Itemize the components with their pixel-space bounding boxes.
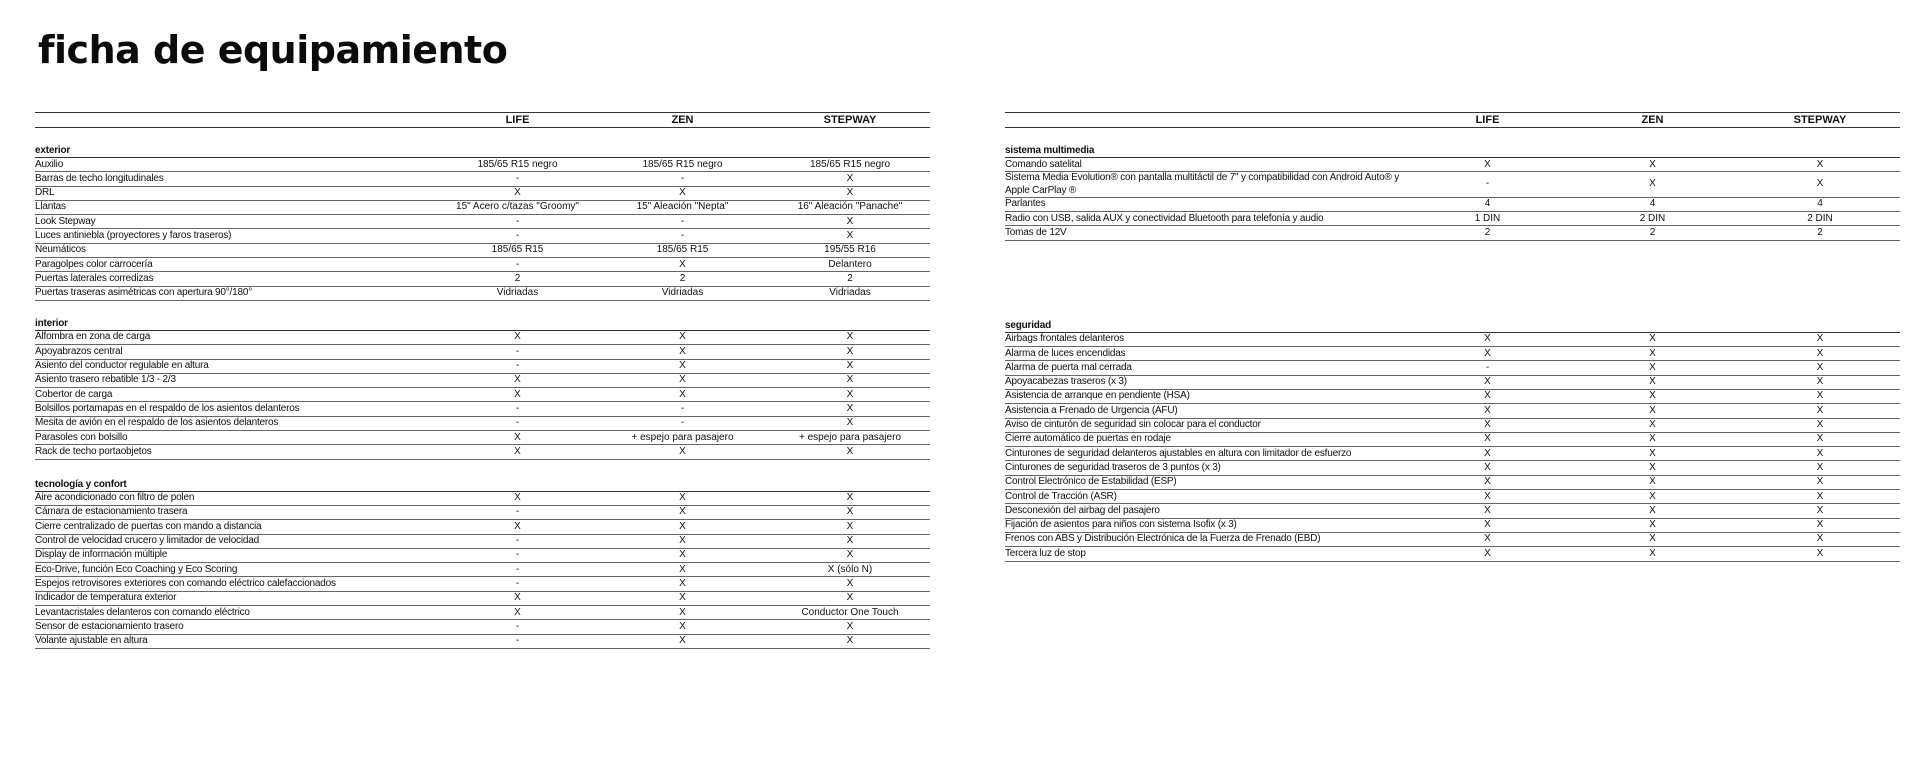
row-label: Llantas bbox=[35, 201, 66, 213]
cell-zen: X bbox=[679, 492, 686, 504]
cell-stepway: 16" Aleación "Panache" bbox=[797, 201, 903, 213]
cell-life: 4 bbox=[1484, 198, 1491, 210]
cell-stepway: X bbox=[1816, 547, 1824, 559]
row-label: DRL bbox=[35, 187, 55, 199]
cell-stepway: X bbox=[846, 635, 854, 647]
section-title: tecnología y confort bbox=[35, 478, 930, 492]
table-row bbox=[1005, 547, 1900, 561]
row-label: Control de Tracción (ASR) bbox=[1005, 490, 1117, 502]
cell-life: X bbox=[1484, 447, 1491, 459]
table-row bbox=[35, 374, 930, 388]
cell-stepway: X bbox=[1816, 490, 1824, 502]
cell-life: - bbox=[515, 402, 520, 414]
cell-life: X bbox=[1484, 533, 1491, 545]
cell-life: X bbox=[514, 592, 521, 604]
table-row bbox=[35, 244, 930, 258]
table-row bbox=[35, 229, 930, 243]
row-label: Frenos con ABS y Distribución Electrónica de la Fuerza de Frenado (EBD) bbox=[1005, 533, 1321, 545]
row-label: Volante ajustable en altura bbox=[35, 635, 148, 647]
table-row bbox=[35, 506, 930, 520]
cell-zen: X bbox=[1649, 461, 1656, 473]
row-label: Apoyacabezas traseros (x 3) bbox=[1005, 376, 1127, 388]
cell-life: - bbox=[515, 360, 520, 372]
cell-life: X bbox=[514, 187, 521, 199]
table-row bbox=[1005, 172, 1900, 198]
cell-zen: - bbox=[680, 215, 685, 227]
table-row bbox=[1005, 476, 1900, 490]
cell-stepway: X bbox=[846, 506, 854, 518]
section bbox=[1005, 144, 1900, 241]
table-row bbox=[1005, 447, 1900, 461]
cell-zen: X bbox=[679, 345, 686, 357]
row-label: Sensor de estacionamiento trasero bbox=[35, 620, 184, 632]
cell-life: X bbox=[1484, 419, 1491, 431]
cell-life: X bbox=[1484, 158, 1491, 170]
table-row bbox=[35, 388, 930, 402]
section bbox=[1005, 319, 1900, 562]
cell-zen: X bbox=[1649, 433, 1656, 445]
row-label: Control Electrónico de Estabilidad (ESP) bbox=[1005, 476, 1177, 488]
cell-zen: X bbox=[1649, 376, 1656, 388]
cell-stepway: X bbox=[846, 172, 854, 184]
table-row bbox=[1005, 347, 1900, 361]
row-label: Radio con USB, salida AUX y conectividad Bluetooth para telefonía y audio bbox=[1005, 212, 1324, 224]
cell-stepway: X bbox=[1816, 376, 1824, 388]
cell-life: X bbox=[1484, 547, 1491, 559]
cell-stepway: X bbox=[846, 445, 854, 457]
row-label: Parasoles con bolsillo bbox=[35, 431, 128, 443]
row-label: Alfombra en zona de carga bbox=[35, 331, 151, 343]
table-row bbox=[1005, 433, 1900, 447]
table-row bbox=[35, 520, 930, 534]
row-label: Cinturones de seguridad delanteros ajustables en altura con limitador de esfuerzo bbox=[1005, 447, 1352, 459]
table-row bbox=[35, 535, 930, 549]
table-row bbox=[1005, 419, 1900, 433]
cell-stepway: X bbox=[846, 215, 854, 227]
table-row bbox=[35, 563, 930, 577]
cell-zen: X bbox=[1649, 361, 1656, 373]
cell-life: 185/65 R15 bbox=[491, 244, 544, 256]
cell-life: X bbox=[1484, 390, 1491, 402]
cell-life: X bbox=[1484, 433, 1491, 445]
cell-stepway: X bbox=[1816, 158, 1824, 170]
row-label: Display de información múltiple bbox=[35, 549, 168, 561]
cell-zen: + espejo para pasajero bbox=[631, 431, 734, 443]
table-row bbox=[1005, 361, 1900, 375]
cell-zen: X bbox=[1649, 178, 1656, 190]
table-row bbox=[35, 360, 930, 374]
cell-life: X bbox=[1484, 404, 1491, 416]
equipment-table-right bbox=[1005, 112, 1900, 562]
cell-stepway: X bbox=[846, 520, 854, 532]
table-row bbox=[1005, 226, 1900, 240]
cell-stepway: X bbox=[846, 388, 854, 400]
cell-zen: X bbox=[1649, 476, 1656, 488]
cell-life: X bbox=[514, 606, 521, 618]
cell-zen: - bbox=[680, 229, 685, 241]
cell-life: - bbox=[515, 620, 520, 632]
cell-stepway: X bbox=[846, 492, 854, 504]
cell-zen: X bbox=[679, 506, 686, 518]
table-row bbox=[35, 492, 930, 506]
table-row bbox=[35, 201, 930, 215]
cell-zen: 2 DIN bbox=[1639, 212, 1666, 224]
cell-zen: 185/65 R15 bbox=[656, 244, 709, 256]
table-row bbox=[35, 158, 930, 172]
cell-life: X bbox=[1484, 347, 1491, 359]
section bbox=[35, 317, 930, 460]
column-zen: ZEN bbox=[671, 114, 694, 126]
table-row bbox=[35, 431, 930, 445]
cell-zen: 185/65 R15 negro bbox=[642, 158, 723, 170]
table-row bbox=[35, 287, 930, 301]
section bbox=[35, 144, 930, 301]
cell-stepway: X bbox=[846, 374, 854, 386]
cell-zen: X bbox=[1649, 333, 1656, 345]
cell-life: 185/65 R15 negro bbox=[477, 158, 558, 170]
cell-stepway: + espejo para pasajero bbox=[798, 431, 902, 443]
row-label: Alarma de puerta mal cerrada bbox=[1005, 361, 1132, 373]
table-row bbox=[35, 215, 930, 229]
table-row bbox=[35, 417, 930, 431]
row-label: Cierre centralizado de puertas con mando a distancia bbox=[35, 520, 262, 532]
row-label: Cinturones de seguridad traseros de 3 puntos (x 3) bbox=[1005, 461, 1221, 473]
table-row bbox=[35, 549, 930, 563]
row-label: Paragolpes color carrocería bbox=[35, 258, 153, 270]
table-row bbox=[1005, 490, 1900, 504]
row-label: Luces antiniebla (proyectores y faros traseros) bbox=[35, 229, 232, 241]
row-label: Airbags frontales delanteros bbox=[1005, 333, 1124, 345]
cell-zen: X bbox=[679, 606, 686, 618]
cell-life: X bbox=[514, 492, 521, 504]
column-stepway: STEPWAY bbox=[1793, 114, 1847, 126]
cell-life: - bbox=[515, 506, 520, 518]
table-row bbox=[35, 445, 930, 459]
cell-life: - bbox=[515, 549, 520, 561]
row-label: Control de velocidad crucero y limitador de velocidad bbox=[35, 535, 259, 547]
row-label: Alarma de luces encendidas bbox=[1005, 347, 1126, 359]
cell-life: 15" Acero c/tazas "Groomy" bbox=[456, 201, 579, 213]
cell-zen: X bbox=[679, 258, 686, 270]
cell-stepway: X bbox=[846, 549, 854, 561]
row-label: Tomas de 12V bbox=[1005, 226, 1067, 238]
cell-stepway: X bbox=[846, 577, 854, 589]
cell-stepway: X bbox=[846, 187, 854, 199]
cell-life: - bbox=[1485, 361, 1490, 373]
cell-life: X bbox=[1484, 333, 1491, 345]
table-row bbox=[1005, 461, 1900, 475]
cell-stepway: X bbox=[1816, 533, 1824, 545]
row-label: Asistencia de arranque en pendiente (HSA) bbox=[1005, 390, 1190, 402]
cell-zen: X bbox=[1649, 533, 1656, 545]
table-row bbox=[35, 635, 930, 649]
table-row bbox=[1005, 533, 1900, 547]
cell-stepway: X bbox=[1816, 419, 1824, 431]
cell-zen: Vidriadas bbox=[661, 287, 704, 299]
cell-zen: X bbox=[679, 563, 686, 575]
row-label: Asiento del conductor regulable en altura bbox=[35, 360, 209, 372]
cell-stepway: 2 bbox=[1817, 226, 1823, 238]
table-row bbox=[35, 402, 930, 416]
cell-zen: - bbox=[680, 402, 685, 414]
table-row bbox=[1005, 376, 1900, 390]
row-label: Espejos retrovisores exteriores con comando eléctrico calefaccionados bbox=[35, 577, 336, 589]
cell-zen: X bbox=[1649, 404, 1656, 416]
cell-stepway: Conductor One Touch bbox=[801, 606, 899, 618]
cell-life: X bbox=[514, 445, 521, 457]
cell-zen: X bbox=[1649, 504, 1656, 516]
row-label: Bolsillos portamapas en el respaldo de los asientos delanteros bbox=[35, 402, 300, 414]
cell-stepway: 185/65 R15 negro bbox=[809, 158, 891, 170]
row-label: Auxilio bbox=[35, 158, 64, 170]
cell-stepway: X bbox=[1816, 447, 1824, 459]
cell-zen: - bbox=[680, 172, 685, 184]
row-label: Puertas laterales corredizas bbox=[35, 272, 154, 284]
cell-life: X bbox=[514, 388, 521, 400]
cell-zen: X bbox=[679, 620, 686, 632]
cell-stepway: X bbox=[846, 345, 854, 357]
cell-stepway: X bbox=[846, 360, 854, 372]
cell-zen: X bbox=[1649, 490, 1656, 502]
table-row bbox=[35, 620, 930, 634]
cell-stepway: X bbox=[846, 229, 854, 241]
cell-life: - bbox=[1485, 178, 1490, 190]
table-row bbox=[1005, 158, 1900, 172]
row-label: Look Stepway bbox=[35, 215, 96, 227]
row-label: Tercera luz de stop bbox=[1005, 547, 1086, 559]
table-row bbox=[35, 172, 930, 186]
cell-stepway: X bbox=[1816, 361, 1824, 373]
cell-stepway: 2 DIN bbox=[1807, 212, 1833, 224]
cell-life: - bbox=[515, 229, 520, 241]
row-label: Apoyabrazos central bbox=[35, 345, 123, 357]
cell-life: - bbox=[515, 215, 520, 227]
cell-stepway: X bbox=[846, 402, 854, 414]
cell-zen: X bbox=[1649, 547, 1656, 559]
cell-life: X bbox=[1484, 519, 1491, 531]
page-title: ficha de equipamiento bbox=[38, 28, 508, 72]
table-row bbox=[35, 272, 930, 286]
cell-zen: 4 bbox=[1649, 198, 1656, 210]
cell-stepway: X bbox=[1816, 461, 1824, 473]
cell-life: X bbox=[1484, 461, 1491, 473]
column-header bbox=[35, 112, 930, 128]
column-header bbox=[1005, 112, 1900, 128]
cell-life: X bbox=[514, 331, 521, 343]
table-row bbox=[35, 606, 930, 620]
row-label: Barras de techo longitudinales bbox=[35, 172, 164, 184]
cell-zen: X bbox=[1649, 419, 1656, 431]
cell-life: - bbox=[515, 635, 520, 647]
table-row bbox=[35, 331, 930, 345]
cell-zen: - bbox=[680, 417, 685, 429]
table-row bbox=[1005, 404, 1900, 418]
cell-zen: X bbox=[1649, 390, 1656, 402]
cell-life: 2 bbox=[514, 272, 521, 284]
cell-zen: X bbox=[1649, 519, 1656, 531]
cell-stepway: X bbox=[846, 417, 854, 429]
section-title: seguridad bbox=[1005, 319, 1900, 333]
cell-stepway: X bbox=[846, 331, 854, 343]
cell-zen: 2 bbox=[679, 272, 686, 284]
row-label: Cierre automático de puertas en rodaje bbox=[1005, 433, 1171, 445]
cell-zen: X bbox=[1649, 447, 1656, 459]
cell-stepway: X bbox=[1816, 347, 1824, 359]
cell-life: - bbox=[515, 258, 520, 270]
table-row bbox=[1005, 212, 1900, 226]
table-row bbox=[1005, 333, 1900, 347]
row-label: Aire acondicionado con filtro de polen bbox=[35, 492, 195, 504]
cell-life: - bbox=[515, 172, 520, 184]
cell-life: X bbox=[514, 431, 521, 443]
row-label: Desconexión del airbag del pasajero bbox=[1005, 504, 1160, 516]
row-label: Aviso de cinturón de seguridad sin colocar para el conductor bbox=[1005, 419, 1261, 431]
table-row bbox=[1005, 198, 1900, 212]
cell-zen: X bbox=[679, 374, 686, 386]
cell-stepway: 195/55 R16 bbox=[824, 244, 876, 256]
row-label: Rack de techo portaobjetos bbox=[35, 445, 152, 457]
row-label: Mesita de avión en el respaldo de los asientos delanteros bbox=[35, 417, 279, 429]
row-label: Fijación de asientos para niños con sistema Isofix (x 3) bbox=[1005, 519, 1237, 531]
column-stepway: STEPWAY bbox=[823, 114, 877, 126]
cell-zen: X bbox=[679, 360, 686, 372]
cell-stepway: X bbox=[1816, 519, 1824, 531]
cell-stepway: 2 bbox=[847, 272, 853, 284]
cell-zen: 2 bbox=[1649, 226, 1656, 238]
cell-life: X bbox=[514, 374, 521, 386]
cell-life: X bbox=[514, 520, 521, 532]
cell-stepway: Delantero bbox=[828, 258, 872, 270]
cell-zen: X bbox=[679, 187, 686, 199]
cell-life: X bbox=[1484, 376, 1491, 388]
cell-zen: X bbox=[679, 535, 686, 547]
cell-stepway: X bbox=[846, 592, 854, 604]
table-row bbox=[35, 577, 930, 591]
table-row bbox=[35, 345, 930, 359]
cell-zen: X bbox=[679, 445, 686, 457]
section-title: interior bbox=[35, 317, 930, 331]
table-row bbox=[1005, 519, 1900, 533]
section bbox=[35, 478, 930, 649]
column-life: LIFE bbox=[505, 114, 530, 126]
row-label: Sistema Media Evolution® con pantalla multitáctil de 7" y compatibilidad con Android Auto® y Apple CarPlay ® bbox=[1005, 172, 1399, 196]
cell-stepway: 4 bbox=[1817, 198, 1823, 210]
equipment-table-left bbox=[35, 112, 930, 649]
cell-zen: X bbox=[1649, 158, 1656, 170]
cell-stepway: X bbox=[1816, 504, 1824, 516]
cell-life: - bbox=[515, 535, 520, 547]
cell-stepway: X bbox=[1816, 333, 1824, 345]
row-label: Puertas traseras asimétricas con apertura 90°/180° bbox=[35, 287, 252, 299]
cell-zen: X bbox=[679, 331, 686, 343]
cell-stepway: X (sólo N) bbox=[827, 563, 873, 575]
cell-zen: X bbox=[679, 520, 686, 532]
cell-zen: X bbox=[679, 635, 686, 647]
cell-stepway: X bbox=[1816, 404, 1824, 416]
section-title: exterior bbox=[35, 144, 930, 158]
cell-zen: X bbox=[679, 592, 686, 604]
cell-zen: X bbox=[679, 388, 686, 400]
cell-life: 2 bbox=[1484, 226, 1491, 238]
section-title: sistema multimedia bbox=[1005, 144, 1900, 158]
cell-life: X bbox=[1484, 476, 1491, 488]
cell-stepway: X bbox=[1816, 178, 1824, 190]
cell-stepway: X bbox=[1816, 433, 1824, 445]
row-label: Neumáticos bbox=[35, 244, 86, 256]
cell-stepway: X bbox=[846, 535, 854, 547]
table-row bbox=[35, 187, 930, 201]
cell-life: X bbox=[1484, 490, 1491, 502]
row-label: Levantacristales delanteros con comando eléctrico bbox=[35, 606, 250, 618]
cell-zen: X bbox=[679, 577, 686, 589]
cell-life: - bbox=[515, 417, 520, 429]
column-zen: ZEN bbox=[1641, 114, 1664, 126]
cell-stepway: X bbox=[1816, 390, 1824, 402]
cell-zen: X bbox=[679, 549, 686, 561]
cell-zen: 15" Aleación "Nepta" bbox=[636, 201, 729, 213]
cell-stepway: X bbox=[1816, 476, 1824, 488]
row-label: Parlantes bbox=[1005, 198, 1046, 210]
table-row bbox=[35, 258, 930, 272]
table-row bbox=[35, 592, 930, 606]
cell-life: - bbox=[515, 563, 520, 575]
table-row bbox=[1005, 504, 1900, 518]
row-label: Comando satelital bbox=[1005, 158, 1082, 170]
cell-life: 1 DIN bbox=[1474, 212, 1501, 224]
cell-zen: X bbox=[1649, 347, 1656, 359]
cell-life: X bbox=[1484, 504, 1491, 516]
row-label: Asistencia a Frenado de Urgencia (AFU) bbox=[1005, 404, 1178, 416]
cell-life: - bbox=[515, 345, 520, 357]
row-label: Indicador de temperatura exterior bbox=[35, 592, 177, 604]
row-label: Asiento trasero rebatible 1/3 - 2/3 bbox=[35, 374, 176, 386]
cell-stepway: X bbox=[846, 620, 854, 632]
row-label: Cámara de estacionamiento trasera bbox=[35, 506, 188, 518]
column-life: LIFE bbox=[1475, 114, 1500, 126]
cell-stepway: Vidriadas bbox=[829, 287, 871, 299]
table-row bbox=[1005, 390, 1900, 404]
cell-life: - bbox=[515, 577, 520, 589]
row-label: Cobertor de carga bbox=[35, 388, 113, 400]
cell-life: Vidriadas bbox=[496, 287, 539, 299]
row-label: Eco-Drive, función Eco Coaching y Eco Scoring bbox=[35, 563, 238, 575]
